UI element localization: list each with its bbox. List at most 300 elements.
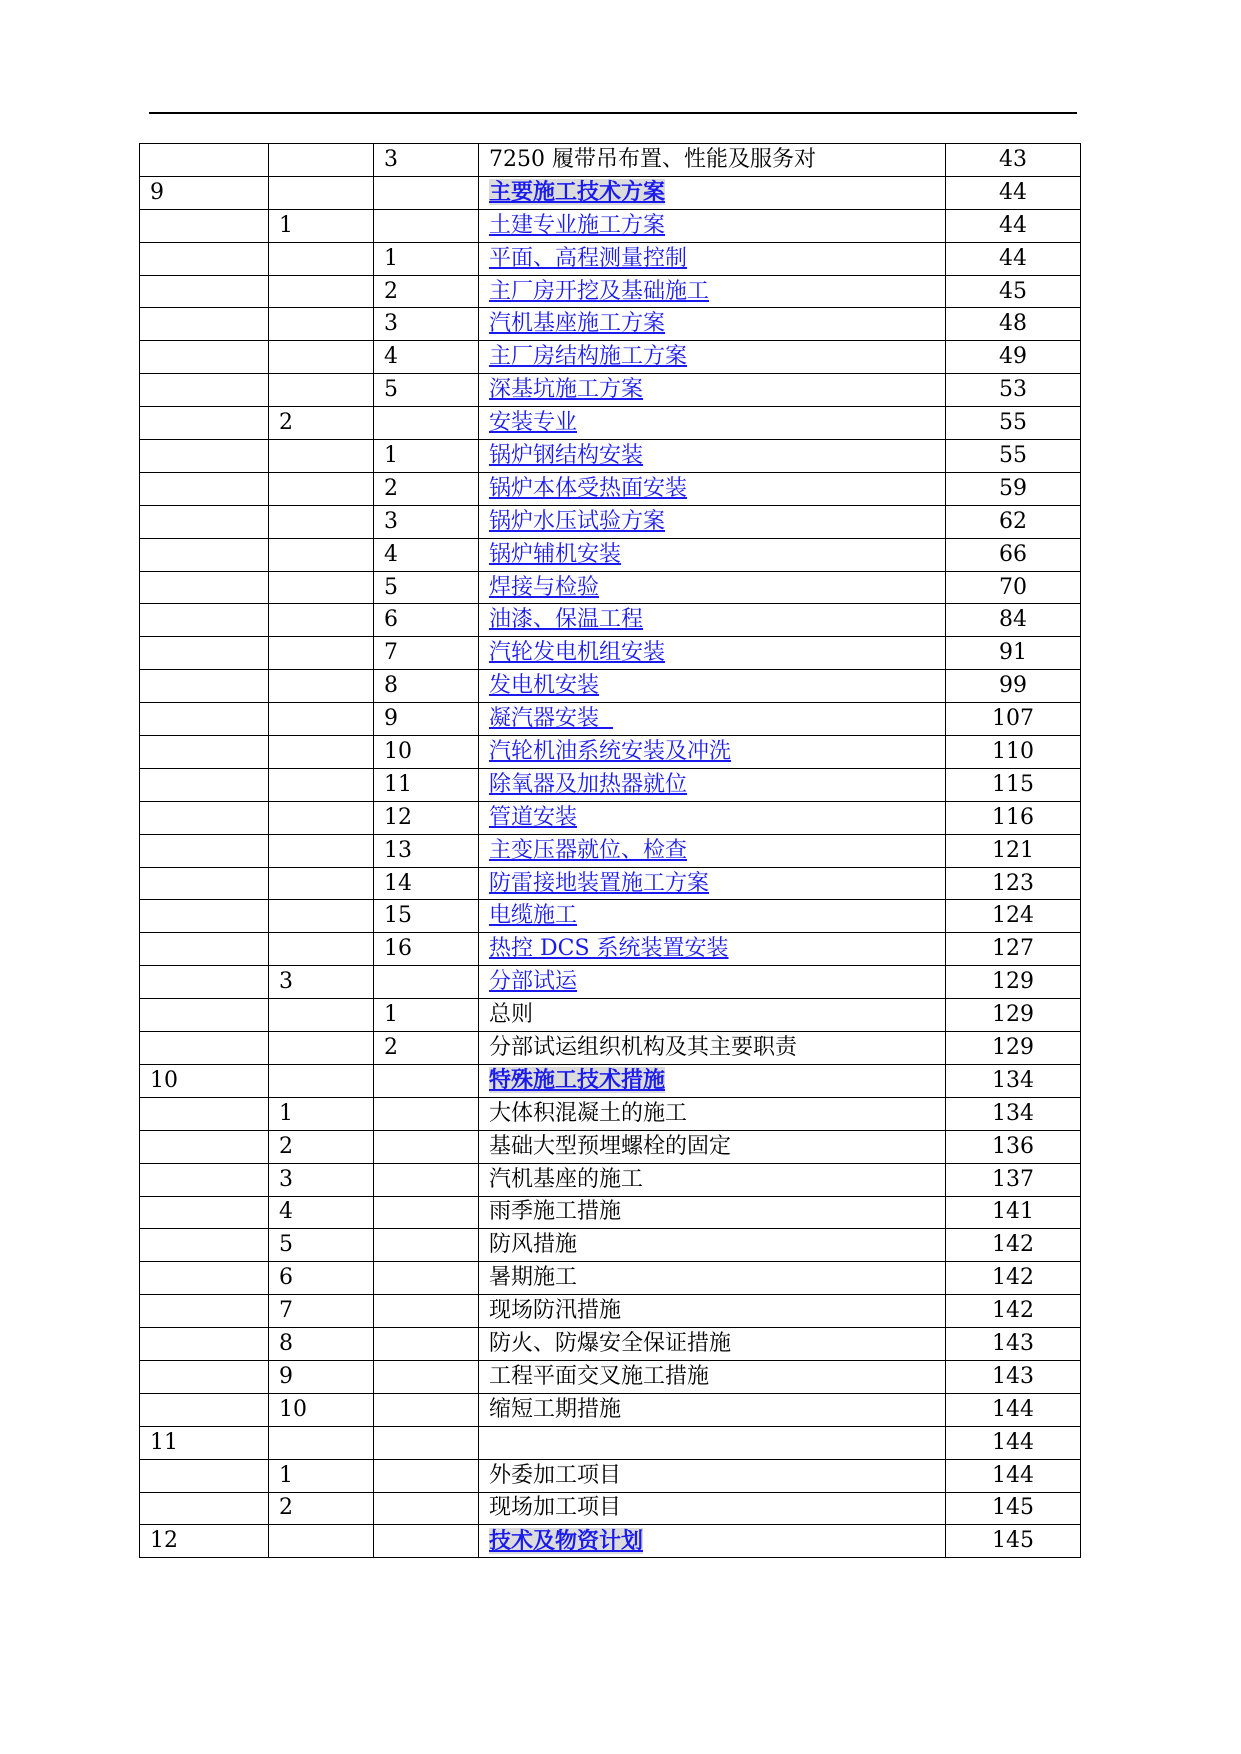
- level-1-number: [140, 670, 269, 703]
- level-1-number: 12: [140, 1525, 269, 1558]
- level-3-number: [374, 209, 479, 242]
- level-3-number: [374, 1064, 479, 1097]
- level-3-number: [374, 1459, 479, 1492]
- level-1-number: [140, 144, 269, 177]
- level-2-number: [269, 900, 374, 933]
- level-1-number: [140, 703, 269, 736]
- level-2-number: 2: [269, 1130, 374, 1163]
- level-1-number: [140, 768, 269, 801]
- page-number: 144: [946, 1459, 1081, 1492]
- level-2-number: [269, 538, 374, 571]
- level-2-number: [269, 505, 374, 538]
- level-1-number: [140, 1393, 269, 1426]
- section-title-cell: [479, 637, 946, 670]
- page-number: 124: [946, 900, 1081, 933]
- level-3-number: [374, 1130, 479, 1163]
- section-title-cell: [479, 768, 946, 801]
- level-2-number: 7: [269, 1295, 374, 1328]
- level-2-number: [269, 1426, 374, 1459]
- level-3-number: 3: [374, 308, 479, 341]
- page-number: 127: [946, 933, 1081, 966]
- table-row: [140, 736, 1081, 769]
- level-1-number: [140, 1163, 269, 1196]
- section-title-cell: [479, 933, 946, 966]
- section-title-link[interactable]: 锅炉辅机安装: [489, 541, 622, 567]
- section-title-cell: [479, 801, 946, 834]
- section-title-link[interactable]: 主要施工技术方案: [489, 179, 666, 206]
- section-title-cell: [479, 900, 946, 933]
- level-1-number: [140, 1360, 269, 1393]
- section-title-link[interactable]: 发电机安装: [489, 673, 600, 699]
- table-row: [140, 1032, 1081, 1065]
- level-2-number: [269, 834, 374, 867]
- level-3-number: 12: [374, 801, 479, 834]
- table-row: [140, 571, 1081, 604]
- level-2-number: [269, 1032, 374, 1065]
- level-3-number: 1: [374, 440, 479, 473]
- level-3-number: [374, 966, 479, 999]
- page-number: 45: [946, 275, 1081, 308]
- level-3-number: 15: [374, 900, 479, 933]
- section-title: 总则: [489, 1002, 534, 1028]
- level-1-number: [140, 1295, 269, 1328]
- page-number: 134: [946, 1097, 1081, 1130]
- section-title-cell: [479, 999, 946, 1032]
- level-3-number: [374, 1525, 479, 1558]
- section-title-cell: [479, 703, 946, 736]
- section-title-link[interactable]: 安装专业: [489, 410, 578, 436]
- level-1-number: [140, 242, 269, 275]
- level-3-number: 2: [374, 1032, 479, 1065]
- page-number: 62: [946, 505, 1081, 538]
- level-3-number: 16: [374, 933, 479, 966]
- level-2-number: 5: [269, 1229, 374, 1262]
- page-number: 144: [946, 1426, 1081, 1459]
- table-row: [140, 1426, 1081, 1459]
- level-2-number: [269, 999, 374, 1032]
- level-1-number: [140, 1196, 269, 1229]
- toc-body: [140, 144, 1081, 1558]
- section-title-cell: [479, 1229, 946, 1262]
- level-1-number: [140, 637, 269, 670]
- level-2-number: [269, 341, 374, 374]
- section-title-link[interactable]: 热控 DCS 系统装置安装: [489, 936, 729, 962]
- section-title: 外委加工项目: [489, 1462, 622, 1488]
- level-1-number: [140, 867, 269, 900]
- level-1-number: [140, 275, 269, 308]
- page-number: 43: [946, 144, 1081, 177]
- page-number: 121: [946, 834, 1081, 867]
- section-title: 基础大型预埋螺栓的固定: [489, 1133, 732, 1159]
- section-title-cell: [479, 1525, 946, 1558]
- table-row: [140, 768, 1081, 801]
- level-3-number: [374, 1492, 479, 1525]
- level-2-number: [269, 933, 374, 966]
- section-title-cell: [479, 1130, 946, 1163]
- page-number: 142: [946, 1229, 1081, 1262]
- page-number: 129: [946, 1032, 1081, 1065]
- page-number: 44: [946, 176, 1081, 209]
- page-number: 142: [946, 1262, 1081, 1295]
- section-title: 雨季施工措施: [489, 1199, 622, 1225]
- level-2-number: [269, 1064, 374, 1097]
- level-3-number: 4: [374, 538, 479, 571]
- level-2-number: [269, 242, 374, 275]
- level-2-number: 3: [269, 966, 374, 999]
- section-title-cell: [479, 308, 946, 341]
- level-3-number: 3: [374, 144, 479, 177]
- level-2-number: [269, 670, 374, 703]
- table-row: [140, 1295, 1081, 1328]
- page-number: 70: [946, 571, 1081, 604]
- section-title-cell: [479, 1328, 946, 1361]
- level-2-number: 1: [269, 1097, 374, 1130]
- table-row: [140, 1196, 1081, 1229]
- page-number: 143: [946, 1328, 1081, 1361]
- header-rule: [149, 112, 1077, 114]
- section-title-link[interactable]: 土建专业施工方案: [489, 212, 666, 238]
- section-title-cell: [479, 472, 946, 505]
- section-title-cell: [479, 834, 946, 867]
- page-number: 59: [946, 472, 1081, 505]
- section-title-link[interactable]: 汽机基座施工方案: [489, 311, 666, 337]
- level-1-number: [140, 440, 269, 473]
- level-3-number: 13: [374, 834, 479, 867]
- page-number: 107: [946, 703, 1081, 736]
- level-3-number: 6: [374, 604, 479, 637]
- level-3-number: 9: [374, 703, 479, 736]
- level-1-number: [140, 933, 269, 966]
- level-1-number: [140, 736, 269, 769]
- section-title: 大体积混凝土的施工: [489, 1100, 688, 1126]
- table-row: [140, 900, 1081, 933]
- level-1-number: [140, 505, 269, 538]
- section-title: 暑期施工: [489, 1265, 578, 1291]
- section-title-cell: [479, 1426, 946, 1459]
- level-3-number: [374, 1097, 479, 1130]
- section-title-cell: [479, 1459, 946, 1492]
- section-title-cell: [479, 1393, 946, 1426]
- level-3-number: 4: [374, 341, 479, 374]
- page-number: 116: [946, 801, 1081, 834]
- page-number: 145: [946, 1525, 1081, 1558]
- level-2-number: [269, 604, 374, 637]
- table-row: [140, 538, 1081, 571]
- level-1-number: [140, 1032, 269, 1065]
- level-3-number: [374, 1328, 479, 1361]
- level-1-number: [140, 801, 269, 834]
- level-3-number: [374, 1426, 479, 1459]
- section-title-cell: [479, 1196, 946, 1229]
- table-row: [140, 308, 1081, 341]
- page-number: 84: [946, 604, 1081, 637]
- level-2-number: [269, 1525, 374, 1558]
- page-number: 123: [946, 867, 1081, 900]
- level-2-number: 1: [269, 209, 374, 242]
- section-title-cell: [479, 275, 946, 308]
- level-2-number: [269, 801, 374, 834]
- level-1-number: [140, 571, 269, 604]
- section-title-cell: [479, 1295, 946, 1328]
- table-row: [140, 834, 1081, 867]
- table-row: [140, 1393, 1081, 1426]
- section-title-cell: [479, 867, 946, 900]
- level-3-number: 7: [374, 637, 479, 670]
- level-2-number: [269, 374, 374, 407]
- section-title-link[interactable]: 凝汽器安装: [489, 706, 613, 732]
- table-row: [140, 1130, 1081, 1163]
- section-title-link[interactable]: 主变压器就位、检查: [489, 837, 688, 863]
- table-row: [140, 801, 1081, 834]
- page-number: 142: [946, 1295, 1081, 1328]
- section-title: 防风措施: [489, 1232, 578, 1258]
- section-title-link[interactable]: 锅炉本体受热面安装: [489, 475, 688, 501]
- table-row: [140, 242, 1081, 275]
- page-number: 55: [946, 407, 1081, 440]
- table-row: [140, 209, 1081, 242]
- level-2-number: [269, 472, 374, 505]
- section-title: 汽机基座的施工: [489, 1166, 644, 1192]
- level-2-number: 2: [269, 1492, 374, 1525]
- section-title: 现场加工项目: [489, 1495, 622, 1521]
- level-3-number: [374, 1229, 479, 1262]
- table-row: [140, 966, 1081, 999]
- page-number: 91: [946, 637, 1081, 670]
- table-row: [140, 604, 1081, 637]
- table-row: [140, 867, 1081, 900]
- level-1-number: [140, 1459, 269, 1492]
- section-title: 分部试运组织机构及其主要职责: [489, 1034, 798, 1060]
- section-title-link[interactable]: 除氧器及加热器就位: [489, 771, 688, 797]
- level-1-number: [140, 341, 269, 374]
- section-title: 防火、防爆安全保证措施: [489, 1331, 732, 1356]
- section-title-cell: [479, 374, 946, 407]
- level-2-number: 10: [269, 1393, 374, 1426]
- section-title-link[interactable]: 主厂房结构施工方案: [489, 344, 688, 370]
- section-title-cell: [479, 966, 946, 999]
- section-title: 工程平面交叉施工措施: [489, 1363, 710, 1389]
- level-3-number: 2: [374, 472, 479, 505]
- table-row: [140, 1163, 1081, 1196]
- level-3-number: 3: [374, 505, 479, 538]
- level-1-number: [140, 1229, 269, 1262]
- level-3-number: 1: [374, 242, 479, 275]
- section-title-link[interactable]: 分部试运: [489, 969, 578, 995]
- page-number: 144: [946, 1393, 1081, 1426]
- table-row: [140, 275, 1081, 308]
- level-2-number: 4: [269, 1196, 374, 1229]
- level-3-number: [374, 407, 479, 440]
- level-3-number: 11: [374, 768, 479, 801]
- section-title-cell: [479, 407, 946, 440]
- level-2-number: [269, 176, 374, 209]
- section-title-cell: [479, 144, 946, 177]
- page-number: 66: [946, 538, 1081, 571]
- table-row: [140, 472, 1081, 505]
- table-of-contents: [139, 143, 1081, 1558]
- table-row: [140, 176, 1081, 209]
- section-title-cell: [479, 1064, 946, 1097]
- page-number: 134: [946, 1064, 1081, 1097]
- table-row: [140, 341, 1081, 374]
- level-3-number: 14: [374, 867, 479, 900]
- level-1-number: [140, 374, 269, 407]
- section-title-cell: [479, 1492, 946, 1525]
- level-2-number: 1: [269, 1459, 374, 1492]
- level-1-number: [140, 209, 269, 242]
- level-1-number: [140, 834, 269, 867]
- section-title-link[interactable]: 特殊施工技术措施: [489, 1067, 666, 1094]
- page-number: 44: [946, 209, 1081, 242]
- level-1-number: [140, 472, 269, 505]
- level-2-number: [269, 637, 374, 670]
- section-title-cell: [479, 242, 946, 275]
- section-title-cell: [479, 571, 946, 604]
- level-1-number: [140, 407, 269, 440]
- level-2-number: 8: [269, 1328, 374, 1361]
- level-2-number: 6: [269, 1262, 374, 1295]
- section-title-cell: [479, 1262, 946, 1295]
- page-number: 145: [946, 1492, 1081, 1525]
- level-1-number: [140, 538, 269, 571]
- section-title-cell: [479, 440, 946, 473]
- level-1-number: [140, 604, 269, 637]
- section-title-link[interactable]: 汽轮发电机组安装: [489, 640, 666, 666]
- level-1-number: [140, 1492, 269, 1525]
- level-3-number: 1: [374, 999, 479, 1032]
- level-2-number: 2: [269, 407, 374, 440]
- section-title-cell: [479, 505, 946, 538]
- level-1-number: 9: [140, 176, 269, 209]
- level-2-number: 9: [269, 1360, 374, 1393]
- level-3-number: 2: [374, 275, 479, 308]
- section-title-link[interactable]: 深基坑施工方案: [489, 377, 644, 403]
- table-row: [140, 670, 1081, 703]
- level-3-number: [374, 176, 479, 209]
- page-number: 137: [946, 1163, 1081, 1196]
- section-title-link[interactable]: 油漆、保温工程: [489, 607, 644, 633]
- page-number: 141: [946, 1196, 1081, 1229]
- section-title-cell: [479, 1163, 946, 1196]
- page-number: 53: [946, 374, 1081, 407]
- table-row: [140, 1459, 1081, 1492]
- section-title-link[interactable]: 锅炉水压试验方案: [489, 508, 666, 534]
- page-number: 44: [946, 242, 1081, 275]
- page-number: 48: [946, 308, 1081, 341]
- level-2-number: [269, 703, 374, 736]
- section-title-cell: [479, 176, 946, 209]
- table-row: [140, 407, 1081, 440]
- level-1-number: [140, 900, 269, 933]
- section-title-cell: [479, 604, 946, 637]
- level-2-number: [269, 768, 374, 801]
- table-row: [140, 1097, 1081, 1130]
- section-title-cell: [479, 1032, 946, 1065]
- page-number: 136: [946, 1130, 1081, 1163]
- section-title: 缩短工期措施: [489, 1396, 622, 1422]
- page-number: 99: [946, 670, 1081, 703]
- table-row: [140, 1229, 1081, 1262]
- table-row: [140, 1492, 1081, 1525]
- page-number: 129: [946, 966, 1081, 999]
- level-2-number: [269, 275, 374, 308]
- level-2-number: [269, 867, 374, 900]
- section-title-cell: [479, 736, 946, 769]
- table-row: [140, 1262, 1081, 1295]
- table-row: [140, 440, 1081, 473]
- page-number: 115: [946, 768, 1081, 801]
- level-3-number: 8: [374, 670, 479, 703]
- page-number: 110: [946, 736, 1081, 769]
- section-title-link[interactable]: 汽轮机油系统安装及冲洗: [489, 738, 732, 764]
- section-title-link[interactable]: 电缆施工: [489, 903, 578, 929]
- level-2-number: [269, 571, 374, 604]
- section-title: 7250 履带吊布置、性能及服务对: [489, 146, 816, 172]
- section-title-link[interactable]: 防雷接地装置施工方案: [489, 870, 710, 896]
- table-row: [140, 505, 1081, 538]
- table-row: [140, 1360, 1081, 1393]
- section-title-cell: [479, 1360, 946, 1393]
- level-1-number: 10: [140, 1064, 269, 1097]
- table-row: [140, 144, 1081, 177]
- section-title-link[interactable]: 管道安装: [489, 804, 578, 830]
- section-title-cell: [479, 209, 946, 242]
- section-title-cell: [479, 538, 946, 571]
- level-1-number: [140, 999, 269, 1032]
- level-2-number: [269, 440, 374, 473]
- table-row: [140, 637, 1081, 670]
- level-1-number: [140, 308, 269, 341]
- section-title-cell: [479, 670, 946, 703]
- section-title-cell: [479, 341, 946, 374]
- level-2-number: [269, 308, 374, 341]
- table-row: [140, 933, 1081, 966]
- table-row: [140, 1064, 1081, 1097]
- section-title-link[interactable]: 主厂房开挖及基础施工: [489, 278, 710, 304]
- section-title-cell: [479, 1097, 946, 1130]
- table-row: [140, 999, 1081, 1032]
- level-3-number: 10: [374, 736, 479, 769]
- table-row: [140, 374, 1081, 407]
- level-3-number: 5: [374, 571, 479, 604]
- level-1-number: [140, 1262, 269, 1295]
- section-title-link[interactable]: 平面、高程测量控制: [489, 245, 688, 271]
- level-3-number: [374, 1295, 479, 1328]
- page-number: 49: [946, 341, 1081, 374]
- level-3-number: [374, 1196, 479, 1229]
- page-number: 143: [946, 1360, 1081, 1393]
- table-row: [140, 1328, 1081, 1361]
- level-3-number: [374, 1262, 479, 1295]
- level-1-number: 11: [140, 1426, 269, 1459]
- section-title-link[interactable]: 焊接与检验: [489, 574, 600, 600]
- level-1-number: [140, 1097, 269, 1130]
- page-number: 129: [946, 999, 1081, 1032]
- level-3-number: [374, 1360, 479, 1393]
- level-1-number: [140, 1130, 269, 1163]
- level-2-number: [269, 144, 374, 177]
- table-row: [140, 703, 1081, 736]
- page-number: 55: [946, 440, 1081, 473]
- level-3-number: [374, 1393, 479, 1426]
- section-title: 现场防汛措施: [489, 1298, 622, 1324]
- level-2-number: 3: [269, 1163, 374, 1196]
- table-row: [140, 1525, 1081, 1558]
- section-title-link[interactable]: 技术及物资计划: [489, 1527, 644, 1554]
- level-1-number: [140, 966, 269, 999]
- level-3-number: 5: [374, 374, 479, 407]
- section-title-link[interactable]: 锅炉钢结构安装: [489, 442, 644, 468]
